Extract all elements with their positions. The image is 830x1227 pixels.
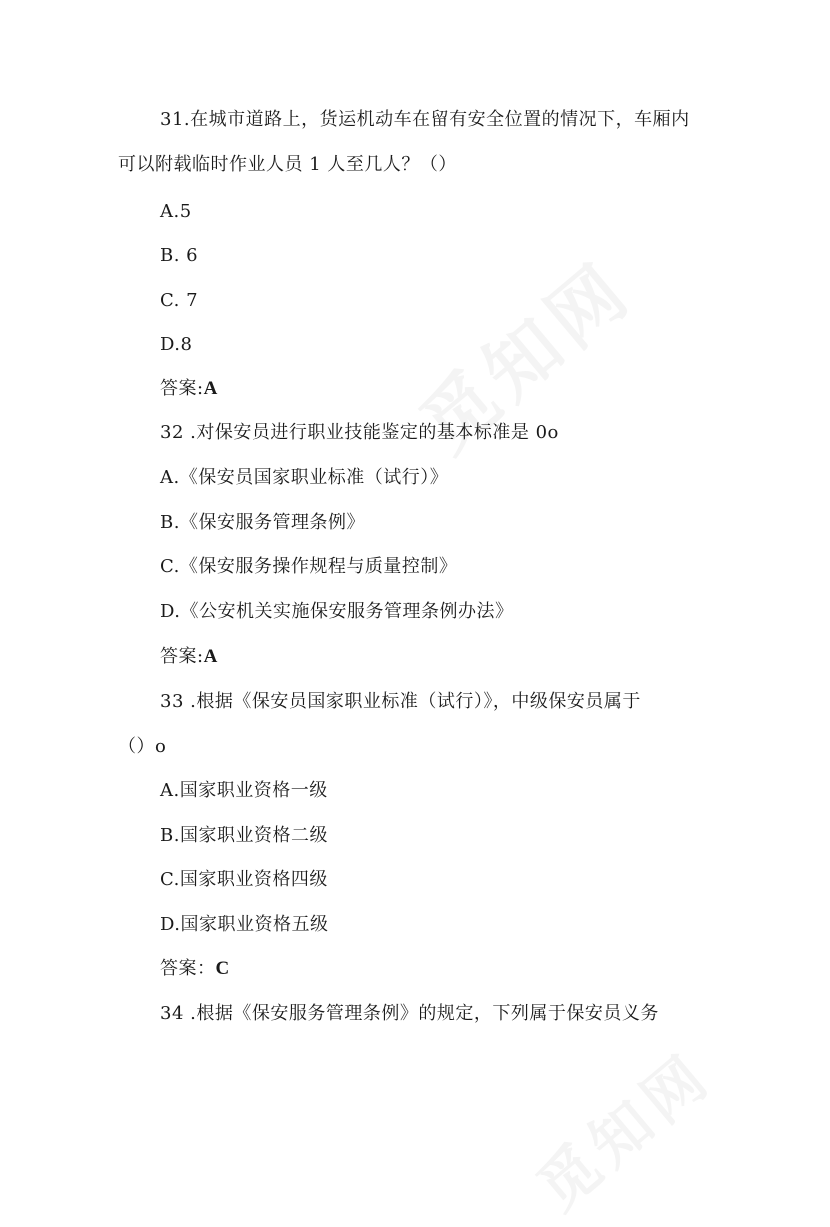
answer-label: 答案:: [160, 378, 204, 399]
option-d: D.国家职业资格五级: [160, 914, 329, 935]
question-stem-line: 可以附载临时作业人员 1 人至几人？（）: [118, 154, 457, 175]
question-stem-line: 31.在城市道路上，货运机动车在留有安全位置的情况下，车厢内: [160, 109, 690, 130]
option-c: C. 7: [160, 290, 199, 311]
answer-line: [160, 957, 230, 981]
answer-value: C: [215, 958, 230, 979]
answer-line: [160, 377, 218, 401]
answer-label: 答案:: [160, 646, 204, 667]
option-a: A.《保安员国家职业标准（试行）》: [160, 467, 449, 488]
option-d: D.《公安机关实施保安服务管理条例办法》: [160, 601, 514, 622]
answer-value: A: [203, 646, 218, 667]
answer-label: 答案：: [160, 958, 216, 979]
question-stem-line: 34 .根据《保安服务管理条例》的规定，下列属于保安员义务: [160, 1003, 659, 1024]
option-c: C.《保安服务操作规程与质量控制》: [160, 556, 458, 577]
option-d: D.8: [160, 334, 193, 355]
option-b: B. 6: [160, 245, 199, 266]
option-b: B.国家职业资格二级: [160, 825, 328, 846]
answer-line: [160, 645, 218, 669]
question-stem-line: 32 .对保安员进行职业技能鉴定的基本标准是 0o: [160, 422, 559, 443]
option-a: A.5: [160, 201, 192, 222]
option-a: A.国家职业资格一级: [160, 780, 328, 801]
option-c: C.国家职业资格四级: [160, 869, 328, 890]
question-stem-line: （）o: [118, 736, 167, 757]
option-b: B.《保安服务管理条例》: [160, 512, 365, 533]
question-stem-line: 33 .根据《保安员国家职业标准（试行）》，中级保安员属于: [160, 691, 641, 712]
answer-value: A: [203, 378, 218, 399]
watermark: [516, 1029, 728, 1226]
